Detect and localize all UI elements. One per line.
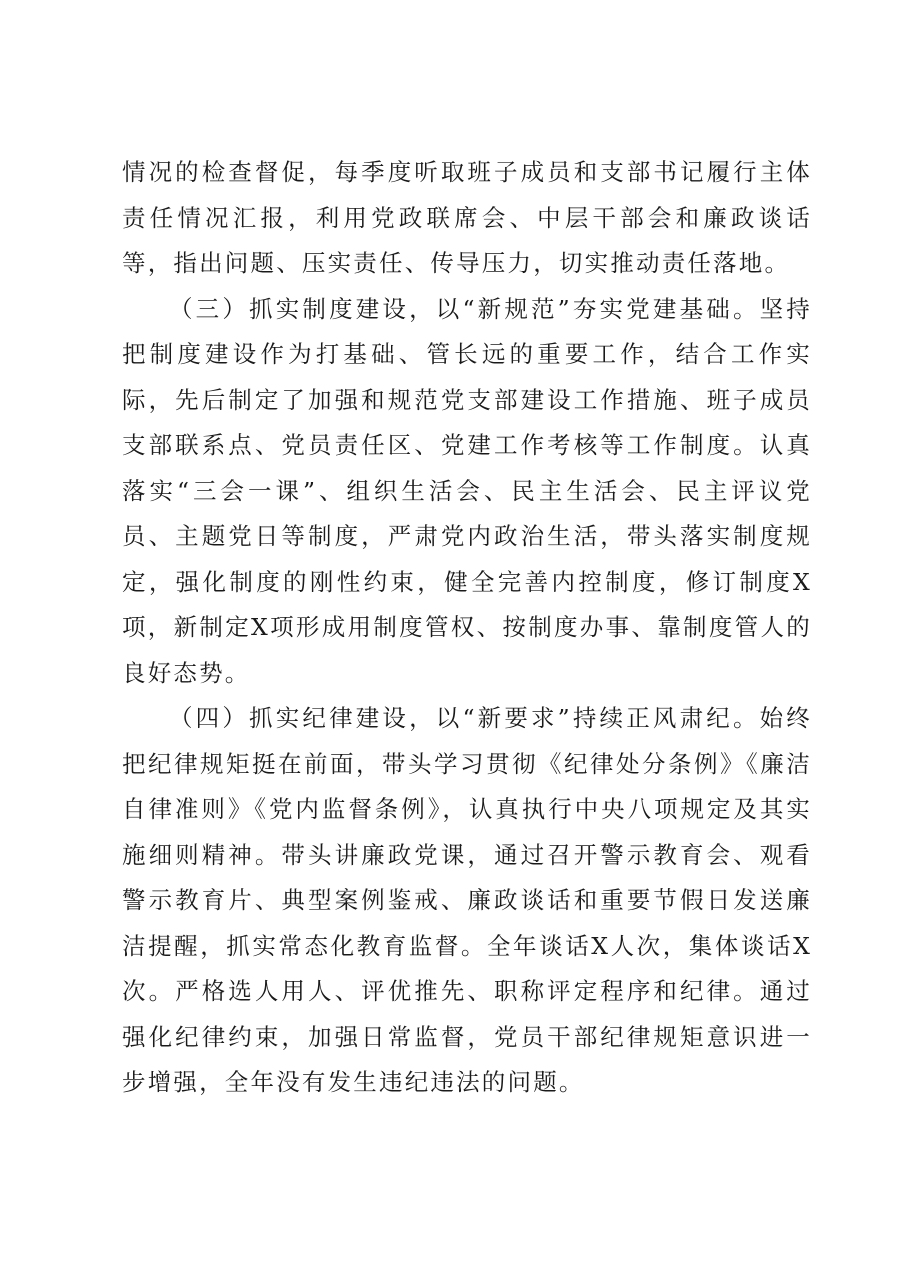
paragraph-continuation: 情况的检查督促，每季度听取班子成员和支部书记履行主体责任情况汇报，利用党政联席会、中层干部会和廉政谈话等，指出问题、压实责任、传导压力，切实推动责任落地。 [122, 158, 812, 277]
paragraph-section-4-discipline-building: （四）抓实纪律建设，以“新要求”持续正风肃纪。始终把纪律规矩挺在前面，带头学习贯彻《纪律处分条例》《廉洁自律准则》《党内监督条例》，认真执行中央八项规定及其实施细则精神。带头讲廉政党课，通过召开警示教育会、观看警示教育片、典型案例鉴戒、廉政谈话和重要节假日发送廉洁提醒，抓实常态化教育监督。全年谈话X人次，集体谈话X次。严格选人用人、评优推先、职称评定程序和纪律。通过强化纪律约束，加强日常监督，党员干部纪律规矩意识进一步增强，全年没有发生违纪违法的问题。 [122, 704, 812, 1096]
paragraph-section-3-institution-building: （三）抓实制度建设，以“新规范”夯实党建基础。坚持把制度建设作为打基础、管长远的重要工作，结合工作实际，先后制定了加强和规范党支部建设工作措施、班子成员支部联系点、党员责任区、党建工作考核等工作制度。认真落实“三会一课”、组织生活会、民主生活会、民主评议党员、主题党日等制度，严肃党内政治生活，带头落实制度规定，强化制度的刚性约束，健全完善内控制度，修订制度X项，新制定X项形成用制度管权、按制度办事、靠制度管人的良好态势。 [122, 294, 812, 687]
document-body [122, 150, 812, 1106]
